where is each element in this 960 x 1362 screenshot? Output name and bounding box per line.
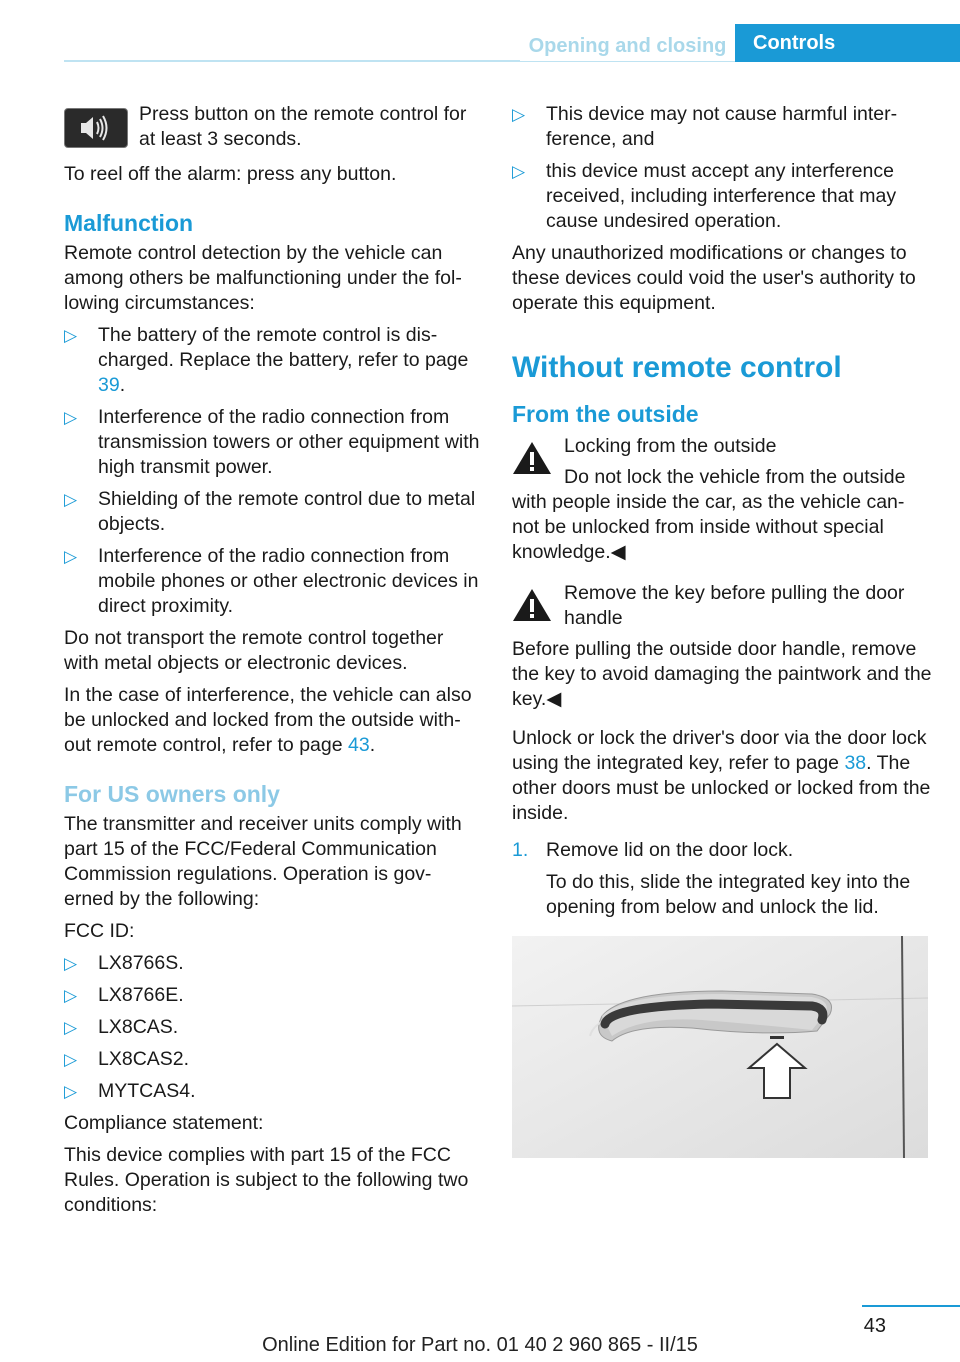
door-handle-photo [512, 936, 928, 1158]
steps-list [512, 838, 932, 920]
warning-locking [512, 434, 932, 459]
header-chapter-tab: Controls [735, 24, 960, 62]
list-item: ▷ The battery of the remote control is dis‐ charged. Replace the battery, refer to page 39. [64, 324, 469, 396]
page-link[interactable]: 43 [348, 734, 370, 756]
right-column [512, 102, 932, 1158]
list-item: ▷ Shielding of the remote control due to metal objects. [64, 488, 476, 535]
list-item: ▷ This device may not cause harmful inter‐ ference, and [512, 103, 898, 150]
triangle-bullet-icon: ▷ [64, 490, 78, 509]
alarm-instruction [64, 102, 482, 152]
warning-icon [512, 440, 552, 476]
transport-text: Do not transport the remote control together with metal objects or electronic devices. [64, 627, 444, 674]
list-item: ▷ MYTCAS4. [64, 1080, 196, 1102]
warning-remove-key [512, 581, 932, 631]
triangle-bullet-icon: ▷ [64, 954, 78, 973]
page-link[interactable]: 38 [844, 752, 867, 774]
compliance-text: This device complies with part 15 of the FCC Rules. Operation is subject to the following two conditions: [64, 1144, 469, 1216]
triangle-bullet-icon: ▷ [512, 162, 526, 181]
triangle-bullet-icon: ▷ [64, 326, 78, 345]
list-item: ▷ LX8766S. [64, 952, 184, 974]
footer-rule [862, 1305, 960, 1307]
warning-title: Locking from the outside [564, 435, 777, 457]
malfunction-list [64, 323, 482, 619]
list-item: ▷ this device must accept any interference received, including interference that may cause undesired operation. [512, 160, 897, 232]
warning-text: Before pulling the outside door handle, remove the key to avoid damaging the paintwork and the key.◀ [512, 638, 932, 710]
conditions-list [512, 102, 932, 234]
malfunction-heading: Malfunction [64, 210, 194, 236]
malfunction-intro: Remote control detection by the vehicle can among others be malfunctioning under the fol‐ lowing circumstances: [64, 242, 462, 314]
reel-off-text: To reel off the alarm: press any button. [64, 163, 397, 185]
compliance-label: Compliance statement: [64, 1112, 264, 1134]
us-owners-text: The transmitter and receiver units comply with part 15 of the FCC/Federal Communication Commission regulations. Operation is gov‐ erned by the following: [64, 813, 462, 910]
triangle-bullet-icon: ▷ [64, 408, 78, 427]
list-item: ▷ Interference of the radio connection from mobile phones or other electronic devices in direct proximity. [64, 545, 479, 617]
interference-text: In the case of interference, the vehicle can also be unlocked and locked from the outside with‐ out remote control, refer to page 43. [64, 684, 472, 756]
page-number: 43 [863, 1315, 886, 1337]
step-title: Remove lid on the door lock. [546, 839, 794, 861]
triangle-bullet-icon: ▷ [64, 986, 78, 1005]
step-text: To do this, slide the integrated key into the opening from below and unlock the lid. [546, 871, 911, 918]
header-section: Opening and closing [520, 31, 735, 61]
triangle-bullet-icon: ▷ [64, 1082, 78, 1101]
unlock-text: Unlock or lock the driver's door via the door lock using the integrated key, refer to page 38. The other doors must be unlocked or locked from the inside. [512, 727, 931, 824]
speaker-icon [64, 108, 128, 148]
fcc-id-list [64, 951, 482, 1104]
alarm-text: Press button on the remote control for at least 3 seconds. [139, 103, 467, 150]
edition-footer: Online Edition for Part no. 01 40 2 960 865 - II/15 [262, 1334, 698, 1356]
warning-icon [512, 587, 552, 623]
page-link[interactable]: 39 [98, 374, 120, 396]
list-item: ▷ LX8CAS2. [64, 1048, 190, 1070]
step-number: 1. [512, 839, 529, 861]
list-item: ▷ Interference of the radio connection from transmission towers or other equipment with high transmit power. [64, 406, 480, 478]
from-outside-heading: From the outside [512, 401, 699, 427]
warning-text: Do not lock the vehicle from the outside with people inside the car, as the vehicle can‐ not be unlocked from inside without special knowledge.◀ [512, 466, 906, 563]
list-item: ▷ LX8CAS. [64, 1016, 179, 1038]
triangle-bullet-icon: ▷ [64, 547, 78, 566]
triangle-bullet-icon: ▷ [64, 1050, 78, 1069]
list-item [512, 838, 932, 920]
triangle-bullet-icon: ▷ [64, 1018, 78, 1037]
fcc-label: FCC ID: [64, 920, 135, 942]
triangle-bullet-icon: ▷ [512, 105, 526, 124]
list-item: ▷ LX8766E. [64, 984, 184, 1006]
warning-title: Remove the key before pulling the door handle [564, 582, 905, 629]
us-owners-heading: For US owners only [64, 781, 280, 807]
without-remote-heading: Without remote control [512, 351, 842, 384]
left-column [64, 102, 482, 1225]
modifications-text: Any unauthorized modifications or changes to these devices could void the user's authority to operate this equipment. [512, 242, 916, 314]
